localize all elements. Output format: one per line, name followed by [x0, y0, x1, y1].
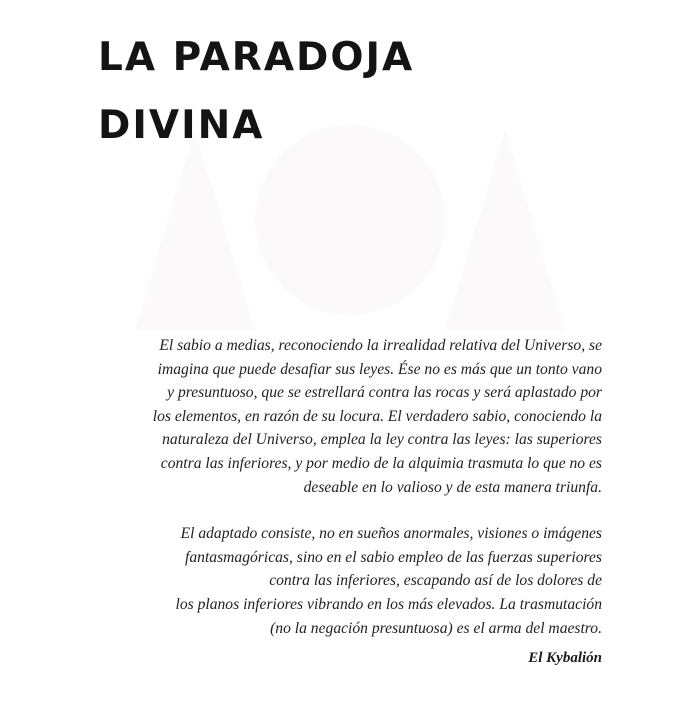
quote-line: El sabio a medias, reconociendo la irrealidad relativa del Universo, se — [159, 337, 602, 354]
title-line-1: LA PARADOJA — [98, 35, 415, 80]
quote-line: los elementos, en razón de su locura. El verdadero sabio, conociendo la — [152, 407, 602, 425]
quote-line: naturaleza del Universo, emplea la ley contra las leyes: las superiores — [162, 431, 602, 449]
quote-line: (no la negación presuntuosa) es el arma del maestro. — [270, 619, 602, 637]
quote-attribution: El Kybalión — [528, 650, 602, 666]
quote-paragraph-2 — [110, 522, 602, 640]
page-title — [98, 24, 414, 160]
title-line-2: DIVINA — [98, 103, 265, 148]
quote-line: contra las inferiores, escapando así de los dolores de — [269, 572, 602, 590]
quote-paragraph-1 — [110, 334, 602, 499]
quote-line: los planos inferiores vibrando en los más elevados. La trasmutación — [175, 595, 602, 613]
quote-line: contra las inferiores, y por medio de la alquimia trasmuta lo que no es — [160, 454, 602, 472]
quote-line: El adaptado consiste, no en sueños anormales, visiones o imágenes — [180, 525, 602, 543]
epigraph-quote — [110, 334, 602, 640]
quote-line: deseable en lo valioso y de esta manera triunfa. — [303, 478, 602, 496]
quote-line: fantasmagóricas, sino en el sabio empleo de las fuerzas superiores — [185, 548, 602, 566]
quote-line: y presuntuoso, que se estrellará contra las rocas y será aplastado por — [167, 384, 602, 402]
quote-line: imagina que puede desafiar sus leyes. Ése no es más que un tonto vano — [157, 360, 602, 378]
